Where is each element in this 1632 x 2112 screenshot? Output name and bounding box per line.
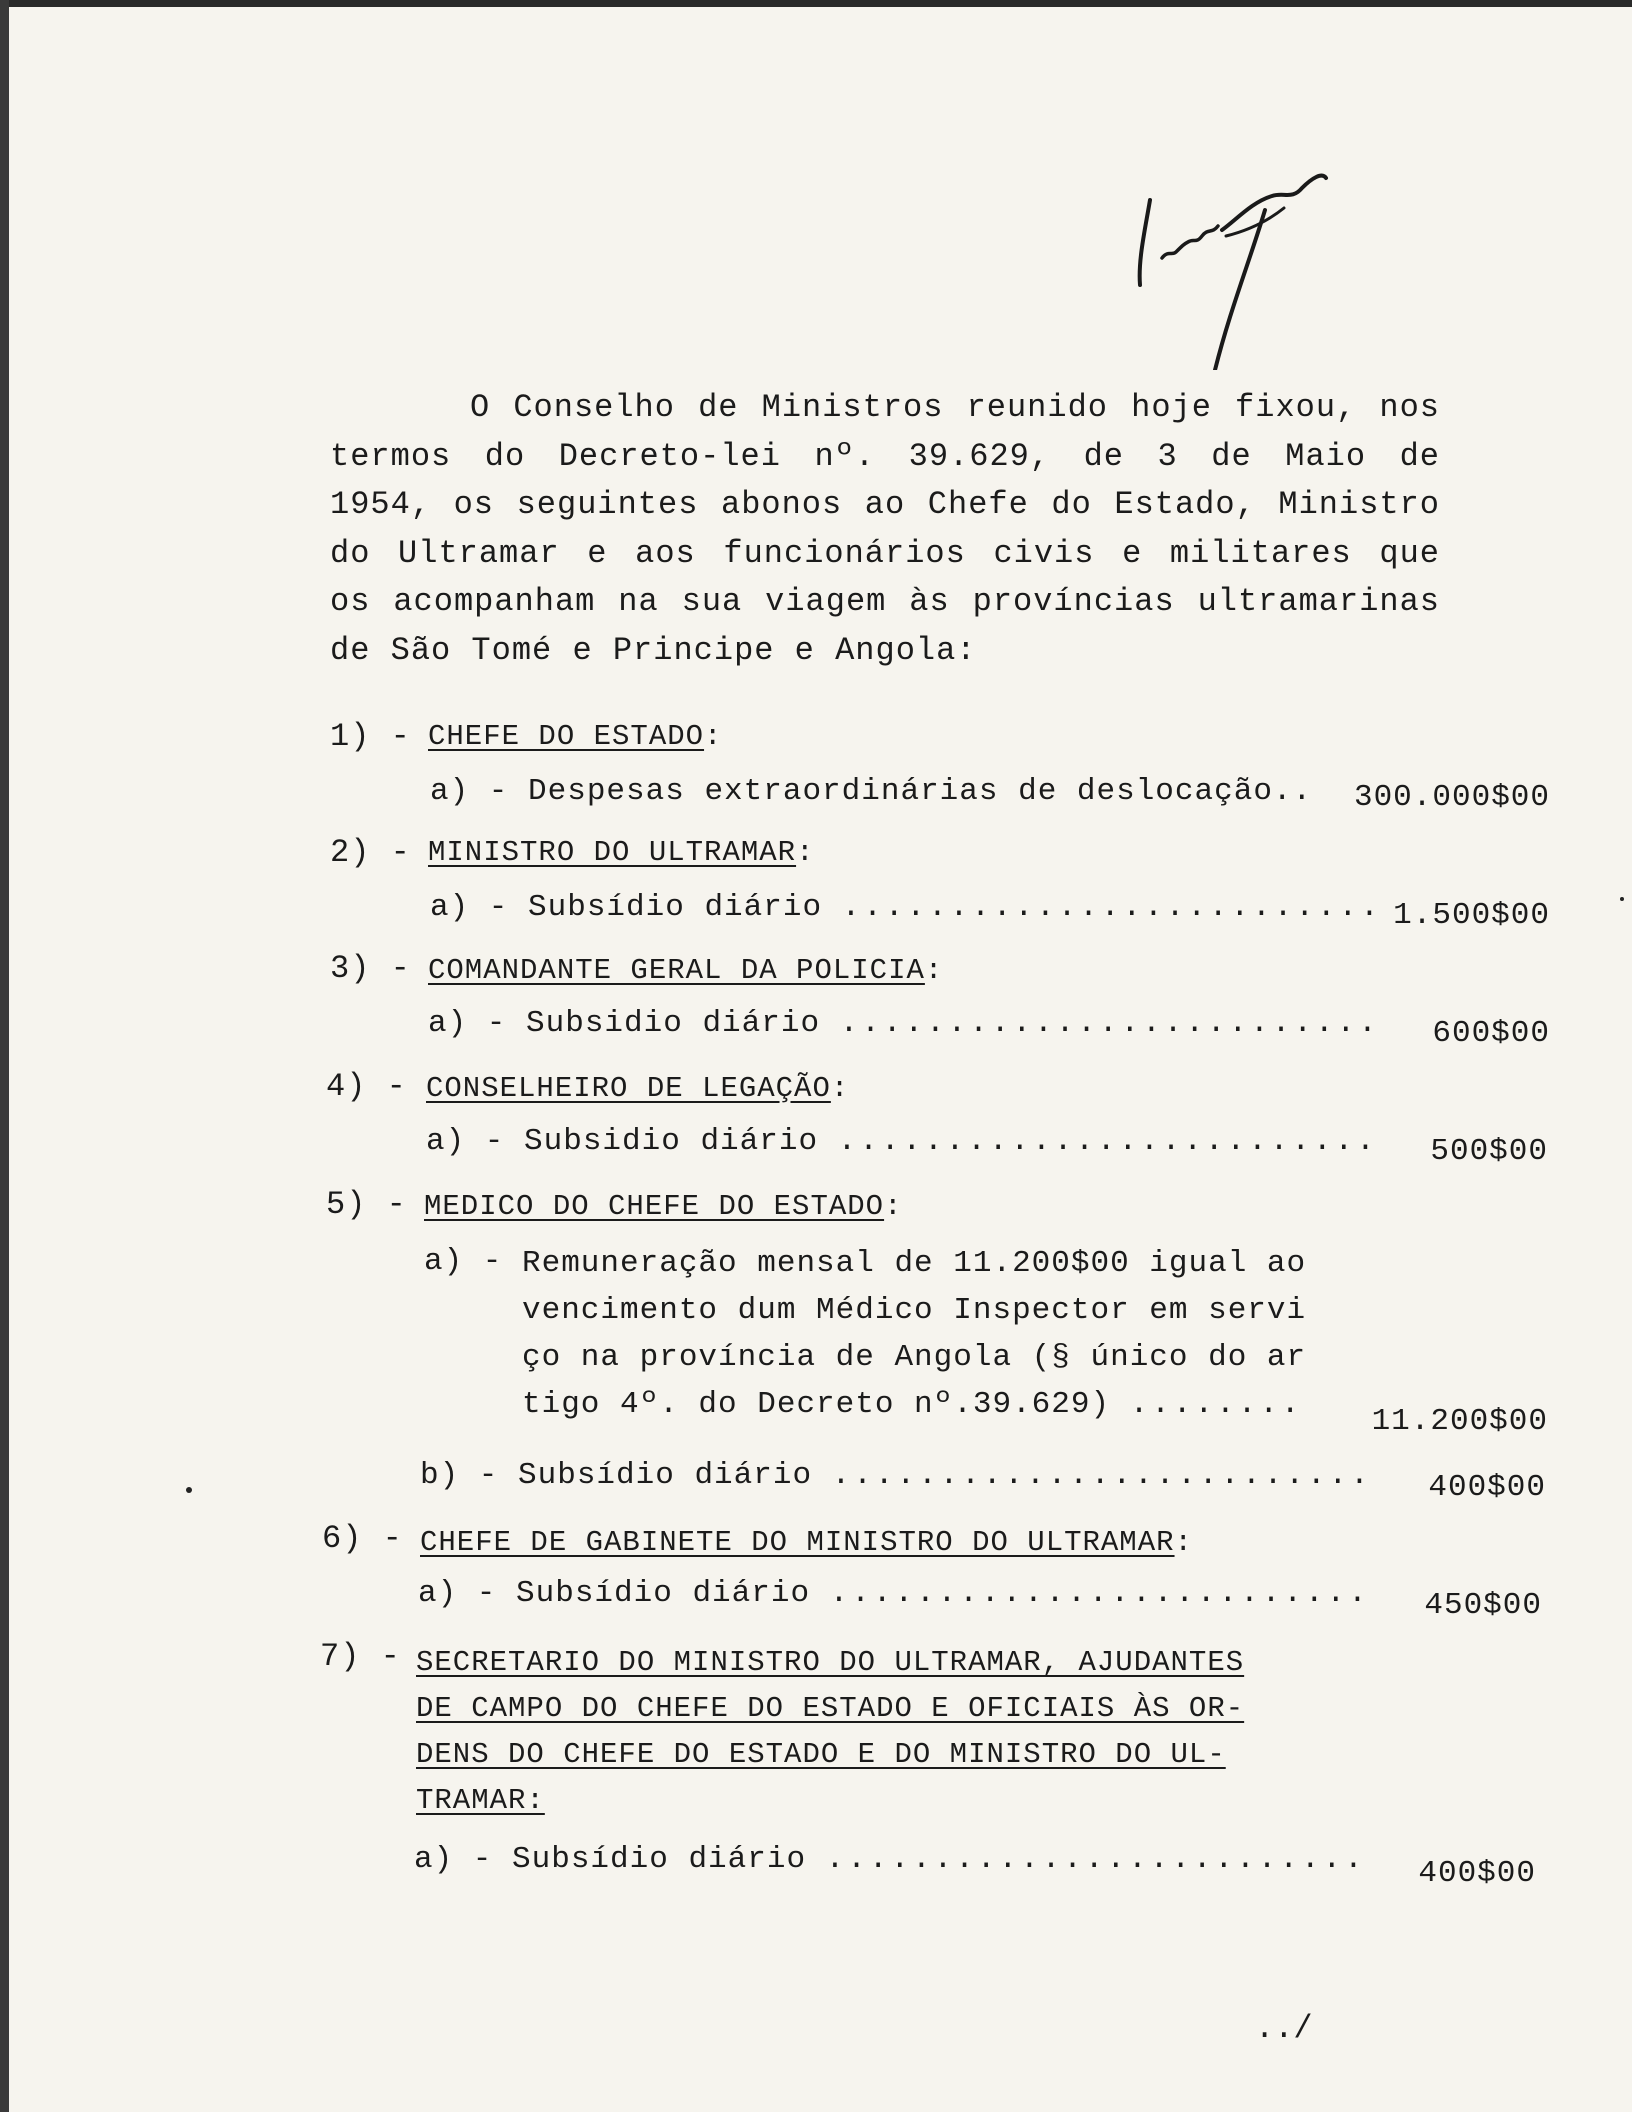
- item-sub-label-text: a) - Subsídio diário: [414, 1842, 807, 1877]
- item-heading-block: [416, 1640, 1244, 1824]
- item-number: 3) -: [330, 950, 411, 987]
- item-amount: 11.200$00: [1371, 1404, 1548, 1439]
- paragraph-line-text: tigo 4º. do Decreto nº.39.629): [522, 1387, 1111, 1422]
- paragraph-line: ço na província de Angola (§ único do ar: [522, 1340, 1307, 1375]
- item-amount: 450$00: [1424, 1588, 1542, 1623]
- item-sub-label: a) - Subsidio diário .........................: [426, 1124, 1378, 1159]
- paragraph-line: Remuneração mensal de 11.200$00 igual ao: [522, 1246, 1307, 1281]
- stray-dot: [1620, 897, 1624, 901]
- item-number: 4) -: [326, 1068, 407, 1105]
- stray-dot: [186, 1487, 192, 1493]
- item-amount: 500$00: [1430, 1134, 1548, 1169]
- item-heading-text: CONSELHEIRO DE LEGAÇÃO: [426, 1072, 831, 1105]
- item-heading: COMANDANTE GERAL DA POLICIA:: [428, 954, 944, 987]
- paragraph-line: tigo 4º. do Decreto nº.39.629) ........: [522, 1387, 1303, 1422]
- item-heading: CONSELHEIRO DE LEGAÇÃO:: [426, 1072, 850, 1105]
- item-number: 5) -: [326, 1186, 407, 1223]
- item-sub-label-text: a) - Subsídio diário: [418, 1576, 811, 1611]
- item-sub-label: a) - Subsídio diário .........................: [418, 1576, 1370, 1611]
- item-sub-label: a) - Subsídio diário .........................: [414, 1842, 1366, 1877]
- item-number: 2) -: [330, 834, 411, 871]
- item-heading: MINISTRO DO ULTRAMAR:: [428, 836, 815, 869]
- item-sub-label: a) - Subsidio diário .........................: [428, 1006, 1380, 1041]
- paragraph-line: vencimento dum Médico Inspector em servi: [522, 1293, 1307, 1328]
- heading-line: DE CAMPO DO CHEFE DO ESTADO E OFICIAIS ÀS OR-: [416, 1692, 1245, 1725]
- item-sub-label-text: a) - Subsidio diário: [428, 1006, 821, 1041]
- item-sub-label-text: a) - Subsidio diário: [426, 1124, 819, 1159]
- heading-line: TRAMAR:: [416, 1784, 545, 1817]
- item-sub-paragraph: [522, 1240, 1306, 1428]
- item-heading-text: COMANDANTE GERAL DA POLICIA: [428, 954, 925, 987]
- item-heading: CHEFE DO ESTADO:: [428, 720, 723, 753]
- continuation-mark: ../: [1255, 2010, 1313, 2047]
- item-number: 7) -: [320, 1638, 401, 1675]
- item-sub-label: a) - Despesas extraordinárias de deslocação..: [430, 774, 1313, 809]
- item-heading-text: CHEFE DO ESTADO: [428, 720, 705, 753]
- item-heading-text: MEDICO DO CHEFE DO ESTADO: [424, 1190, 885, 1223]
- item-amount: 600$00: [1432, 1016, 1550, 1051]
- item-amount: 400$00: [1418, 1856, 1536, 1891]
- item-amount: 1.500$00: [1393, 898, 1550, 933]
- item-sub-label-text: b) - Subsídio diário: [420, 1458, 813, 1493]
- item-number: 1) -: [330, 718, 411, 755]
- item-heading-text: CHEFE DE GABINETE DO MINISTRO DO ULTRAMAR: [420, 1526, 1175, 1559]
- item-sub-label: a) - Subsídio diário .........................: [430, 890, 1382, 925]
- item-number: 6) -: [322, 1520, 403, 1557]
- item-heading: CHEFE DE GABINETE DO MINISTRO DO ULTRAMAR:: [420, 1526, 1193, 1559]
- heading-line: SECRETARIO DO MINISTRO DO ULTRAMAR, AJUDANTES: [416, 1646, 1245, 1679]
- item-heading: MEDICO DO CHEFE DO ESTADO:: [424, 1190, 903, 1223]
- item-sub-label: a) -: [424, 1244, 503, 1279]
- item-amount: 400$00: [1428, 1470, 1546, 1505]
- heading-line: DENS DO CHEFE DO ESTADO E DO MINISTRO DO UL-: [416, 1738, 1226, 1771]
- item-amount: 300.000$00: [1353, 780, 1550, 815]
- item-sub-label: b) - Subsídio diário .........................: [420, 1458, 1372, 1493]
- item-heading-text: MINISTRO DO ULTRAMAR: [428, 836, 797, 869]
- intro-text: O Conselho de Ministros reunido hoje fixou, nos termos do Decreto-lei nº. 39.629, de 3 de Maio de 1954, os seguintes abonos ao Chefe do Estado, Ministro do Ultramar e aos funcionários civis e militares que os acompanham na sua viagem às províncias ultramarinas de São Tomé e Principe e Angola:: [330, 389, 1440, 669]
- item-sub-label-text: a) - Subsídio diário: [430, 890, 823, 925]
